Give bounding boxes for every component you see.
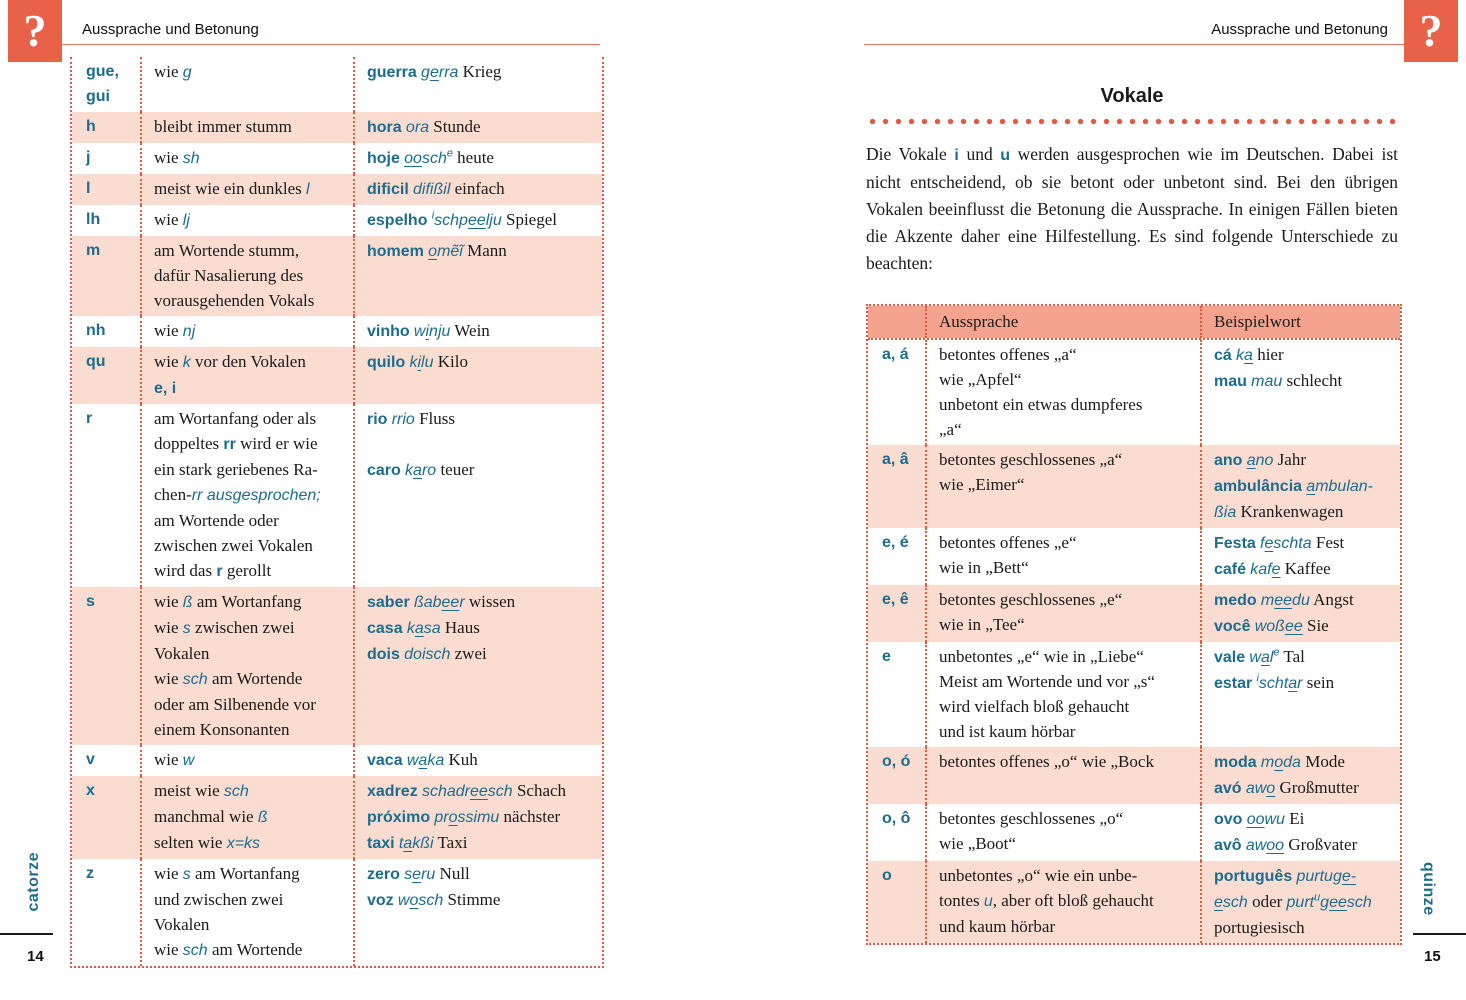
example-cell: saber ßabeer wissen casa kasa Haus dois doisch zwei xyxy=(353,587,600,745)
description-cell: wie w xyxy=(140,745,353,776)
page-header-left: Aussprache und Betonung xyxy=(82,21,259,38)
example-cell: quilo kilu Kilo xyxy=(353,347,600,404)
example-cell: ano ano Jahr ambulância ambulan- ßia Krankenwagen xyxy=(1200,445,1398,528)
letter-cell: r xyxy=(86,410,93,427)
pronunciation-cell: betontes geschlossenes „e“ wie in „Tee“ xyxy=(925,585,1200,642)
table-row xyxy=(868,585,1400,642)
table-row xyxy=(72,587,602,745)
description-cell: wie ß am Wortanfang wie s zwischen zwei Vokalen wie sch am Wortende oder am Silbenende vor einem Konsonanten xyxy=(140,587,353,745)
letter-cell: qu xyxy=(86,353,106,370)
description-cell: meist wie ein dunkles l xyxy=(140,174,353,205)
example-cell: medo meedu Angst você woßee Sie xyxy=(1200,585,1398,642)
pronunciation-cell: unbetontes „e“ wie in „Liebe“ Meist am Wortende und vor „s“ wird vielfach bloß gehaucht und ist kaum hörbar xyxy=(925,642,1200,747)
question-mark-icon xyxy=(8,0,62,62)
letter-cell: o, ó xyxy=(882,753,911,770)
example-cell: vaca waka Kuh xyxy=(353,745,600,776)
table-row xyxy=(72,57,602,112)
letter-cell: x xyxy=(86,782,95,799)
description-cell: wie s am Wortanfang und zwischen zwei Vokalen wie sch am Wortende xyxy=(140,859,353,966)
table-row xyxy=(72,404,602,587)
letter-cell: z xyxy=(86,865,94,882)
column-header-beispielwort: Beispielwort xyxy=(1200,306,1398,338)
example-cell: espelho $^i$schpeelju Spiegel xyxy=(353,205,600,236)
example-cell: moda moda Mode avó awo Großmutter xyxy=(1200,747,1398,804)
question-mark-icon xyxy=(1404,0,1458,62)
description-cell: wie sh xyxy=(140,143,353,174)
example-cell: vinho winju Wein xyxy=(353,316,600,347)
page-number-rule-left xyxy=(0,933,53,935)
table-header-row xyxy=(868,306,1400,340)
table-row xyxy=(72,174,602,205)
letter-cell: l xyxy=(86,180,91,197)
example-cell: português purtuge- esch oder purt$^u$geesch portugiesisch xyxy=(1200,861,1398,943)
letter-cell: h xyxy=(86,118,96,135)
table-row xyxy=(868,747,1400,804)
pronunciation-cell: betontes geschlossenes „a“ wie „Eimer“ xyxy=(925,445,1200,528)
example-cell: hora ora Stunde xyxy=(353,112,600,143)
table-row xyxy=(868,528,1400,585)
table-row xyxy=(868,861,1400,943)
table-row xyxy=(868,340,1400,445)
table-row xyxy=(72,347,602,404)
example-cell: ovo oowu Ei avô awoo Großvater xyxy=(1200,804,1398,861)
question-mark-glyph: ? xyxy=(23,5,47,56)
table-row xyxy=(72,316,602,347)
example-cell: Festa feschta Fest café kafe Kaffee xyxy=(1200,528,1398,585)
column-header-aussprache: Aussprache xyxy=(925,306,1200,338)
page-number-left: 14 xyxy=(27,948,44,965)
table-row xyxy=(72,859,602,966)
letter-cell: v xyxy=(86,751,95,768)
header-rule-right xyxy=(864,44,1404,45)
letter-cell: s xyxy=(86,593,95,610)
side-label-right: quinze xyxy=(1420,862,1437,916)
intro-paragraph: Die Vokale i und u werden ausgesprochen wie im Deutschen. Dabei ist nicht entscheidend, ob sie betont oder unbetont sind. Bei den übrigen Vokalen beeinflusst die Betonung die Aussprache. In einigen Fällen bieten die Akzente daher eine Hilfestellung. Es sind folgende Unterschiede zu beachten: xyxy=(866,144,1399,273)
question-mark-glyph: ? xyxy=(1419,5,1443,56)
example-cell: xadrez schadreesch Schach próximo prossimu nächster taxi takßi Taxi xyxy=(353,776,600,859)
table-row xyxy=(72,143,602,174)
letter-cell: e, é xyxy=(882,534,909,551)
letter-cell: o xyxy=(882,867,892,884)
example-cell: rio rrio Fluss caro karo teuer xyxy=(353,404,600,587)
table-row xyxy=(868,642,1400,747)
description-cell: wie g xyxy=(140,57,353,112)
pronunciation-cell: betontes offenes „a“ wie „Apfel“ unbetont ein etwas dumpferes „a“ xyxy=(925,340,1200,445)
letter-cell: gue, gui xyxy=(86,63,119,105)
letter-cell: lh xyxy=(86,211,101,228)
pronunciation-cell: unbetontes „o“ wie ein unbe- tontes u, aber oft bloß gehaucht und kaum hörbar xyxy=(925,861,1200,943)
pronunciation-cell: betontes offenes „e“ wie in „Bett“ xyxy=(925,528,1200,585)
letter-header-cell xyxy=(868,306,925,338)
letter-cell: nh xyxy=(86,322,106,339)
vowel-pronunciation-table xyxy=(866,304,1402,945)
example-cell: dificil difißil einfach xyxy=(353,174,600,205)
letter-cell: o, ô xyxy=(882,810,911,827)
page-header-right: Aussprache und Betonung xyxy=(1211,21,1388,38)
description-cell: bleibt immer stumm xyxy=(140,112,353,143)
page-number-rule-right xyxy=(1413,933,1466,935)
table-row xyxy=(72,112,602,143)
description-cell: am Wortende stumm, dafür Nasalierung des vorausgehenden Vokals xyxy=(140,236,353,316)
letter-cell: a, á xyxy=(882,346,909,363)
example-cell: zero seru Null voz wosch Stimme xyxy=(353,859,600,966)
dotted-divider xyxy=(866,117,1398,126)
table-row xyxy=(72,745,602,776)
table-row xyxy=(868,445,1400,528)
example-cell: guerra gerra Krieg xyxy=(353,57,600,112)
letter-cell: a, â xyxy=(882,451,909,468)
page-number-right: 15 xyxy=(1424,948,1441,965)
consonant-pronunciation-table xyxy=(70,57,604,968)
pronunciation-cell: betontes geschlossenes „o“ wie „Boot“ xyxy=(925,804,1200,861)
letter-cell: e, ê xyxy=(882,591,909,608)
example-cell: vale wal$^e$ Tal estar $^i$schtar sein xyxy=(1200,642,1398,747)
example-cell: cá ka hier mau mau schlecht xyxy=(1200,340,1398,445)
description-cell: am Wortanfang oder als doppeltes rr wird er wie ein stark geriebenes Ra- chen-rr ausgesprochen; am Wortende oder zwischen zwei Vokalen wird das r gerollt xyxy=(140,404,353,587)
description-cell: wie nj xyxy=(140,316,353,347)
table-row xyxy=(72,236,602,316)
example-cell: homem omẽĩ Mann xyxy=(353,236,600,316)
pronunciation-cell: betontes offenes „o“ wie „Bock xyxy=(925,747,1200,804)
table-row xyxy=(868,804,1400,861)
header-rule-left xyxy=(62,44,600,45)
description-cell: meist wie sch manchmal wie ß selten wie x=ks xyxy=(140,776,353,859)
table-row xyxy=(72,776,602,859)
section-title: Vokale xyxy=(1100,85,1164,107)
letter-cell: e xyxy=(882,648,891,665)
table-row xyxy=(72,205,602,236)
description-cell: wie lj xyxy=(140,205,353,236)
table-body xyxy=(868,340,1400,943)
example-cell: hoje oosch$^e$ heute xyxy=(353,143,600,174)
letter-cell: j xyxy=(86,149,91,166)
side-label-left: catorze xyxy=(25,852,42,912)
letter-cell: m xyxy=(86,242,101,259)
description-cell: wie k vor den Vokalen e, i xyxy=(140,347,353,404)
